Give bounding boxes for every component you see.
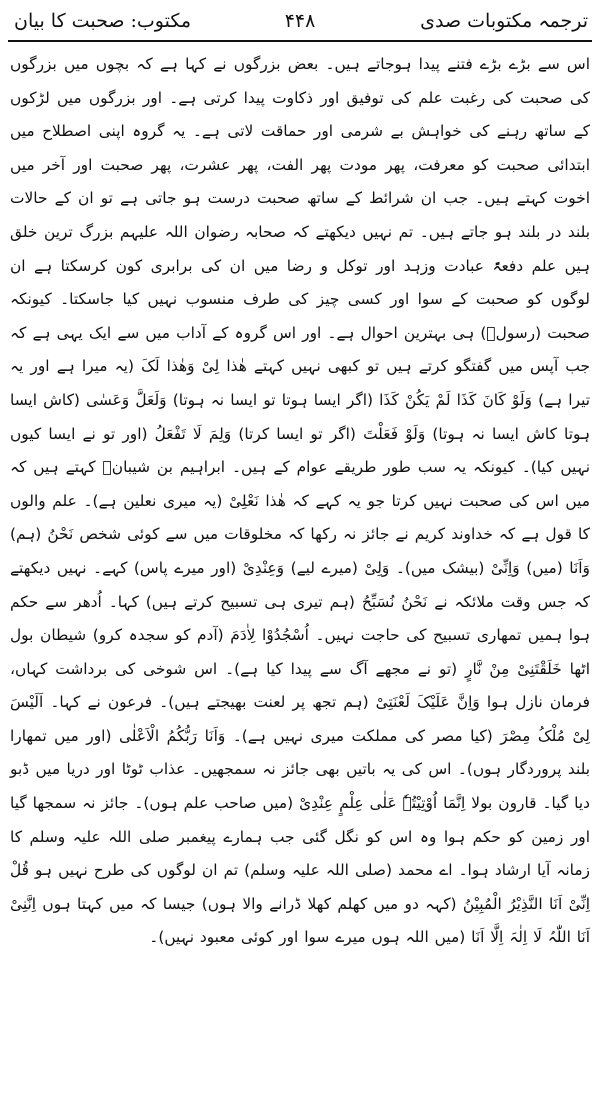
header-divider [8,40,592,42]
body-text: اس سے بڑے بڑے فتنے پیدا ہوجاتے ہیں۔ بعض بزرگوں نے کہا ہے کہ بچوں میں بزرگوں کی صحبت کی رغبت علم کی توفیق اور ذکاوت پیدا کرتی ہے۔ اور بزرگوں میں لڑکوں کے ساتھ رہنے کی خواہش بے شرمی اور حماقت لاتی ہے۔ یہ گروہ اپنی اصطلاح میں ابتدائی صحبت کو معرفت، پھر مودت پھر الفت، پھر عشرت، پھر صحبت اور آخر میں اخوت کہتے ہیں۔ جب ان شرائط کے ساتھ صحبت درست ہو جاتی ہے تو ان کے حالات بلند در بلند ہو جاتے ہیں۔ تم نہیں دیکھتے کہ صحابہ رضوان اللہ علیہم بزرگ ترین خلق ہیں علم دفعۃً عبادت وزہد اور توکل و رضا میں ان کی برابری کون کرسکتا ہے ان لوگوں کو صحبت کے سوا اور کسی چیز کی طرف منسوب نہیں کیا جاسکتا۔ کیونکہ صحبت (رسولؐ) ہی بہترین احوال ہے۔ اور اس گروہ کے آداب میں سے ایک یہی ہے کہ جب آپس میں گفتگو کرتے ہیں تو کبھی نہیں کہتے ھٰذا لِیْ وَھٰذا لَکَ (یہ میرا ہے اور یہ تیرا ہے) وَلَوْ کَانَ کَذَا لَمْ یَکُنْ کَذَا (اگر ایسا ہوتا تو ایسا نہ ہوتا) وَلَعَلَّ وَعَسٰی (کاش ایسا ہوتا کاش ایسا نہ ہوتا) وَلَوْ فَعَلْتَ (اگر تو ایسا کرتا) وَلِمَ لَا تَفْعَلُ (اور تو نے ایسا کیوں نہیں کیا)۔ کیونکہ یہ سب طور طریقے عوام کے ہیں۔ ابراہیم بن شیبانؒ کہتے ہیں کہ میں اس کی صحبت نہیں کرتا جو یہ کہے کہ ھٰذا نَعْلِیْ (یہ میری نعلین ہے)۔ علم والوں کا قول ہے کہ خداوند کریم نے جائز نہ رکھا کہ مخلوقات میں سے کوئی شخص نَحْنُ (ہم) وَاَنَا (میں) وَاِنِّیْ (بیشک میں)۔ وَلِیْ (میرے لیے) وَعِنْدِیْ (اور میرے پاس) کہے۔ نہیں دیکھتے کہ جس وقت ملائکہ نے نَحْنُ نُسَبِّحُ (ہم تیری ہی تسبیح کرتے ہیں) کہا۔ اُدھر سے حکم ہوا ہمیں تمھاری تسبیح کی حاجت نہیں۔ اُسْجُدُوْا لِاٰدَمَ (آدم کو سجدہ کرو) شیطان بول اٹھا خَلَقْتَنِیْ مِنْ نَّارٍ (تو نے مجھے آگ سے پیدا کیا ہے)۔ اس شوخی کی برداشت کہاں، فرمان نازل ہوا وَاِنَّ عَلَیْکَ لَعْنَتِیْ (ہم تجھ پر لعنت بھیجتے ہیں)۔ فرعون نے کہا۔ اَلَیْسَ لِیْ مُلْکُ مِصْرَ (کیا مصر کی مملکت میری نہیں ہے)۔ وَاَنَا رَبُّکُمُ الْاَعْلٰی (اور میں تمھارا بلند پروردگار ہوں)۔ اس کی یہ باتیں بھی جائز نہ سمجھیں۔ عذاب ٹوٹا اور دریا میں ڈبو دیا گیا۔ قارون بولا اِنَّمَا اُوْتِیْتُہٗ عَلٰی عِلْمٍ عِنْدِیْ (میں صاحب علم ہوں)۔ جائز نہ سمجھا گیا اور زمین کو حکم ہوا وہ اس کو نگل گئی جب ہمارے پیغمبر صلی اللہ علیہ وسلم کا زمانہ آیا ارشاد ہوا۔ اے محمد (صلی اللہ علیہ وسلم) تم ان لوگوں کی طرح نہیں ہو قُلْ اِنِّیْ اَنَا النَّذِیْرُ الْمُبِیْنُ (کہہ دو میں کھلم کھلا ڈرانے والا ہوں) جیسا کہ میں کہتا ہوں اِنَّنِیْ اَنَا اللّٰہُ لَا اِلٰہَ اِلَّا اَنَا (میں اللہ ہوں میرے سوا اور کوئی معبود نہیں)۔ [10,55,590,947]
section-title: مکتوب: صحبت کا بیان [14,10,192,32]
page-number: ۴۴۸ [284,10,316,32]
book-title: ترجمہ مکتوبات صدی [420,10,588,32]
page-header [8,4,592,38]
